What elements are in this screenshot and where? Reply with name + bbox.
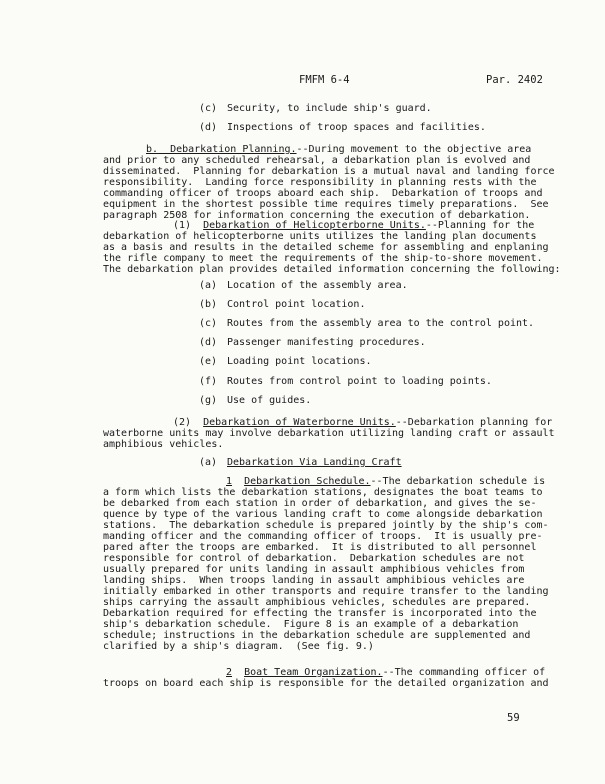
paragraph-line: landing ships. When troops landing in assault amphibious vehicles are <box>103 575 525 586</box>
paragraph-line: usually prepared for units landing in assault amphibious vehicles from <box>103 564 525 575</box>
paragraph-line: 1 Debarkation Schedule.--The debarkation schedule is <box>226 476 546 487</box>
list-item: (b) Control point location. <box>199 299 366 310</box>
paragraph-line: ship's debarkation schedule. Figure 8 is an example of a debarkation <box>103 619 519 630</box>
paragraph-line: 2 Boat Team Organization.--The commanding officer of <box>226 667 546 678</box>
page-number: 59 <box>507 712 520 724</box>
document-id: FMFM 6-4 <box>299 74 350 86</box>
paragraph-line: Debarkation required for effecting the transfer is incorporated into the <box>103 608 537 619</box>
list-item: (c) Security, to include ship's guard. <box>199 103 432 114</box>
list-item: (d) Inspections of troop spaces and facilities. <box>199 122 486 133</box>
paragraph-line: ships carrying the assault amphibious vehicles, schedules are prepared. <box>103 597 531 608</box>
paragraph-line: responsibility. Landing force responsibility in planning rests with the <box>103 177 537 188</box>
paragraph-line: b. Debarkation Planning.--During movement to the objective area <box>146 144 532 155</box>
section-heading: Debarkation of Helicopterborne Units. <box>203 220 426 231</box>
paragraph-line: pared after the troops are embarked. It is distributed to all personnel <box>103 542 537 553</box>
paragraph-number: Par. 2402 <box>486 74 543 86</box>
paragraph-line: as a basis and results in the detailed scheme for assembling and enplaning <box>103 242 549 253</box>
list-item: (e) Loading point locations. <box>199 356 372 367</box>
paragraph-line: the rifle company to meet the requirements of the ship-to-shore movement. <box>103 253 543 264</box>
paragraph-line: manding officer and the commanding officer of troops. It is usually pre- <box>103 531 543 542</box>
paragraph-line: a form which lists the debarkation stations, designates the boat teams to <box>103 487 543 498</box>
paragraph-line: commanding officer of troops aboard each ship. Debarkation of troops and <box>103 188 543 199</box>
section-heading: Boat Team Organization. <box>244 667 383 678</box>
list-item: (d) Passenger manifesting procedures. <box>199 337 426 348</box>
paragraph-line: stations. The debarkation schedule is prepared jointly by the ship's com- <box>103 520 549 531</box>
list-item: (g) Use of guides. <box>199 395 312 406</box>
paragraph-line: paragraph 2508 for information concerning the execution of debarkation. <box>103 210 531 221</box>
paragraph-line: be debarked from each station in order of debarkation, and gives the se- <box>103 498 537 509</box>
paragraph-line: initially embarked in other transports and require transfer to the landing <box>103 586 549 597</box>
paragraph-line: (2) Debarkation of Waterborne Units.--Debarkation planning for <box>173 417 553 428</box>
paragraph-line: waterborne units may involve debarkation utilizing landing craft or assault <box>103 428 555 439</box>
paragraph-line: schedule; instructions in the debarkation schedule are supplemented and <box>103 630 531 641</box>
paragraph-line: responsible for control of debarkation. Debarkation schedules are not <box>103 553 525 564</box>
section-heading: Debarkation of Waterborne Units. <box>203 417 396 428</box>
paragraph-line: debarkation of helicopterborne units utilizes the landing plan documents <box>103 231 537 242</box>
paragraph-line: (1) Debarkation of Helicopterborne Units.--Planning for the <box>173 220 535 231</box>
list-item: (c) Routes from the assembly area to the control point. <box>199 318 535 329</box>
section-heading: b. Debarkation Planning. <box>146 144 297 155</box>
paragraph-line: troops on board each ship is responsible for the detailed organization and <box>103 678 549 689</box>
paragraph-line: and prior to any scheduled rehearsal, a debarkation plan is evolved and <box>103 155 531 166</box>
paragraph-line: amphibious vehicles. <box>103 439 224 450</box>
paragraph-line: The debarkation plan provides detailed information concerning the following: <box>103 264 561 275</box>
section-heading: Debarkation Schedule. <box>244 476 371 487</box>
paragraph-line: clarified by a ship's diagram. (See fig. 9.) <box>103 641 374 652</box>
paragraph-line: equipment in the shortest possible time requires timely preparations. See <box>103 199 549 210</box>
paragraph-line: disseminated. Planning for debarkation is a mutual naval and landing force <box>103 166 555 177</box>
paragraph-line: quence by type of the various landing craft to come alongside debarkation <box>103 509 543 520</box>
list-item: (a) Location of the assembly area. <box>199 280 408 291</box>
list-item: (f) Routes from control point to loading points. <box>199 376 492 387</box>
subsection-heading: (a) Debarkation Via Landing Craft <box>199 457 402 468</box>
